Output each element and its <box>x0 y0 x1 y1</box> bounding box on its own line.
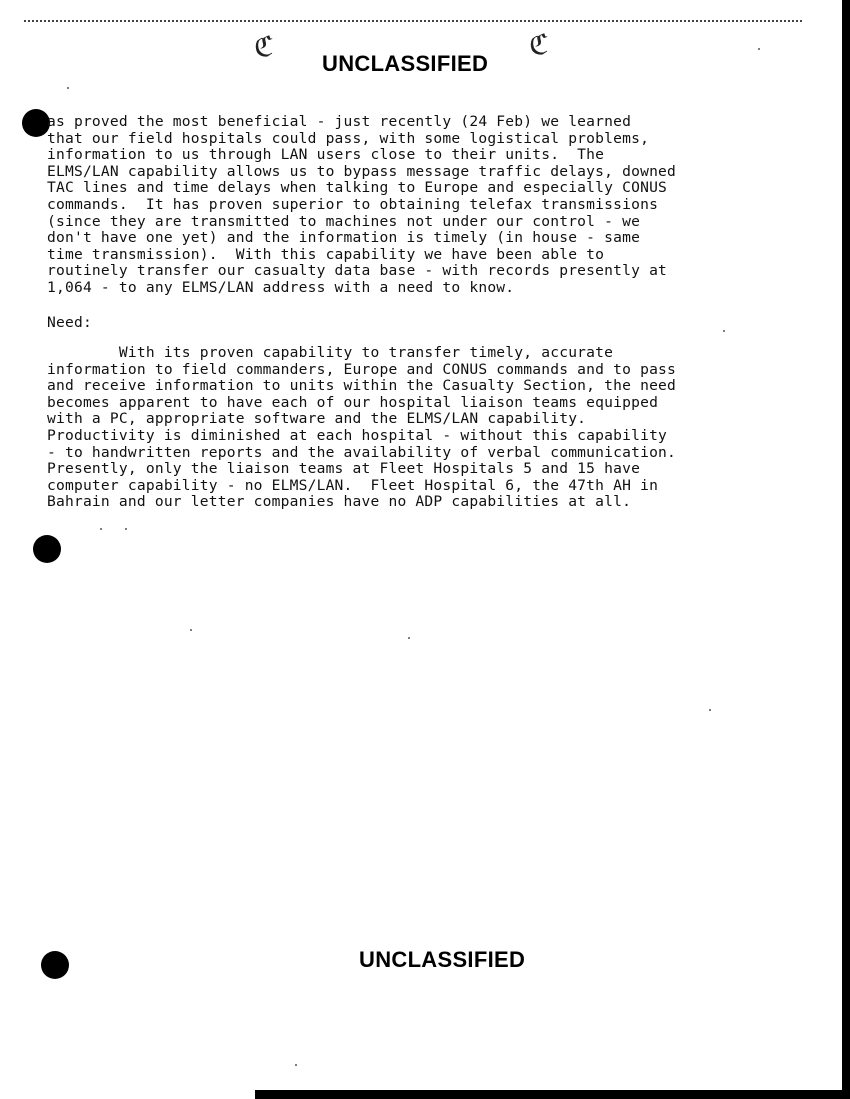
scan-speck <box>709 709 711 711</box>
punch-hole <box>33 535 61 563</box>
scan-speck <box>408 637 410 639</box>
scan-speck <box>295 1064 297 1066</box>
body-paragraph: as proved the most beneficial - just recently (24 Feb) we learned that our field hospitals could pass, with some logistical problems, information to us through LAN users close to their units. The ELMS/LAN capability allows us to bypass message traffic delays, downed TAC lines and time delays when talking to Europe and especially CONUS commands. It has proven superior to obtaining telefax transmissions (since they are transmitted to machines not under our control - we don't have one yet) and the information is timely (in house - same time transmission). With this capability we have been able to routinely transfer our casualty data base - with records presently at 1,064 - to any ELMS/LAN address with a need to know. <box>47 113 677 296</box>
punch-hole <box>41 951 69 979</box>
section-heading-need: Need: <box>47 314 92 331</box>
scan-edge-bottom <box>255 1090 850 1099</box>
scan-edge-right <box>842 0 850 1099</box>
scan-speck <box>100 528 102 530</box>
punch-hole <box>22 109 50 137</box>
scan-speck <box>190 629 192 631</box>
handwritten-mark-right: ℭ <box>529 28 549 61</box>
scan-speck <box>125 528 127 530</box>
top-rule <box>24 20 802 22</box>
classification-footer: UNCLASSIFIED <box>359 947 526 972</box>
scan-speck <box>67 87 69 89</box>
scan-speck <box>758 48 760 50</box>
scan-speck <box>723 330 725 332</box>
classification-header: UNCLASSIFIED <box>322 51 489 76</box>
handwritten-mark-left: ℭ <box>254 30 274 63</box>
body-paragraph: With its proven capability to transfer timely, accurate information to field commanders, Europe and CONUS commands and to pass and receive information to units within the Casualty Section, the need becomes apparent to have each of our hospital liaison teams equipped with a PC, appropriate software and the ELMS/LAN capability. Productivity is diminished at each hospital - without this capability - to handwritten reports and the availability of verbal communication. Presently, only the liaison teams at Fleet Hospitals 5 and 15 have computer capability - no ELMS/LAN. Fleet Hospital 6, the 47th AH in Bahrain and our letter companies have no ADP capabilities at all. <box>47 344 677 511</box>
